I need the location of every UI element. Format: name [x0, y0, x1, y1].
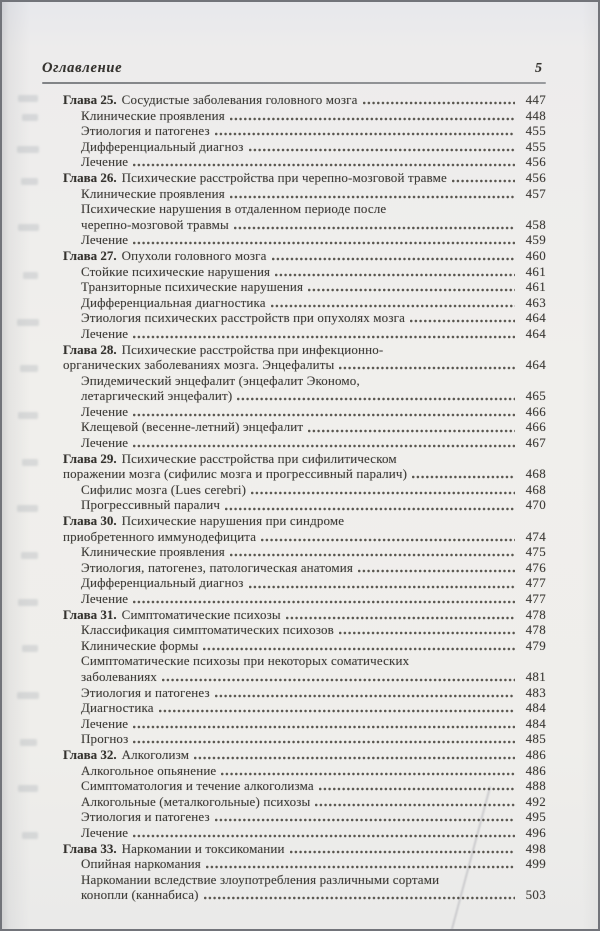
dot-leader [234, 226, 515, 230]
toc-entry-title: Лечение [81, 824, 129, 840]
toc-entry-title: Психические нарушения при синдроме [121, 513, 345, 529]
dot-leader [271, 304, 515, 308]
toc-entry-line [42, 825, 546, 841]
toc-entry-line [42, 310, 546, 326]
toc-page-number: 464 [525, 310, 546, 326]
toc-page-number: 458 [525, 216, 546, 232]
dot-leader [339, 366, 515, 370]
dot-leader [286, 616, 515, 620]
toc-entry-line [42, 482, 546, 498]
toc-entry-line [42, 809, 546, 825]
toc-entry-line [42, 232, 546, 248]
dot-leader [358, 569, 515, 573]
toc-entry-line [42, 279, 546, 295]
toc-page-number: 478 [525, 622, 546, 638]
dot-leader [133, 740, 515, 744]
toc-entry-title: Прогрессивный паралич [81, 497, 221, 513]
toc-entry-line [42, 139, 546, 155]
toc-entry-title: Прогноз [81, 731, 129, 747]
toc-entry-title: Классификация симптоматических психозов [81, 622, 334, 638]
toc-entry-title: приобретенного иммунодефицита [63, 528, 257, 544]
toc-entry-line [42, 264, 546, 280]
dot-leader [249, 585, 515, 589]
toc-page-number: 486 [525, 762, 546, 778]
toc-entry-line [42, 591, 546, 607]
toc-entry-line [42, 154, 546, 170]
toc-page-number: 461 [525, 279, 546, 295]
toc-page-number: 459 [525, 232, 546, 248]
toc-page-number: 488 [525, 778, 546, 794]
dot-leader [133, 413, 515, 417]
toc-entry-title: Психические расстройства при черепно-мозговой травме [121, 169, 447, 185]
dot-leader [230, 117, 515, 121]
toc-entry-title: Клинические формы [81, 637, 199, 653]
toc-page-number: 448 [525, 107, 546, 123]
chapter-label: Глава 32. [63, 746, 117, 762]
toc-page-number: 492 [525, 793, 546, 809]
toc-entry-line [42, 685, 546, 701]
toc-entry-title: Этиология и патогенез [81, 809, 210, 825]
toc-page-number: 460 [525, 247, 546, 263]
toc-page-number: 496 [525, 824, 546, 840]
chapter-label: Глава 25. [63, 92, 117, 107]
toc-page-number: 466 [525, 403, 546, 419]
dot-leader [133, 600, 515, 604]
toc-page-number: 467 [525, 435, 546, 451]
toc-entry-line [42, 669, 546, 685]
toc-entry-title: конопли (каннабиса) [81, 887, 199, 903]
toc-entry-title: Лечение [81, 591, 129, 606]
toc-entry-line [42, 451, 546, 467]
dot-leader [315, 803, 515, 807]
toc-page-number: 461 [525, 263, 546, 279]
chapter-label: Глава 29. [63, 450, 117, 466]
running-header-title: Оглавление [42, 60, 123, 76]
toc-entry-line [42, 841, 546, 857]
toc-entry-line [42, 419, 546, 435]
toc-entry-title: Клинические проявления [81, 185, 225, 201]
header-rule [42, 82, 546, 84]
toc-entry-title: Клещевой (весенне-летний) энцефалит [81, 419, 304, 435]
toc-entry-title: Эпидемический энцефалит (энцефалит Экономо, [81, 372, 360, 388]
dot-leader [225, 507, 515, 511]
toc-entry-title: Симптоматические психозы при некоторых соматических [81, 653, 410, 669]
toc-entry-line [42, 731, 546, 747]
toc-page-number: 456 [525, 154, 546, 170]
dot-leader [290, 850, 515, 854]
toc-entry-line [42, 872, 546, 888]
toc-page-number: 475 [525, 544, 546, 560]
toc-entry-line [42, 357, 546, 373]
toc-entry-line [42, 388, 546, 404]
toc-entry-title: Дифференциальный диагноз [81, 138, 244, 154]
dot-leader [215, 132, 515, 136]
chapter-label: Глава 28. [63, 341, 117, 357]
toc-entry-title: Психические нарушения в отдаленном периоде после [81, 201, 387, 217]
toc-page-number: 503 [525, 887, 546, 903]
dot-leader [203, 647, 515, 651]
toc-entry-line [42, 497, 546, 513]
toc-entry-line [42, 544, 546, 560]
dot-leader [230, 195, 515, 199]
toc-entry-line [42, 201, 546, 217]
toc-entry-title: Алкоголизм [121, 746, 190, 762]
toc-entry-title: Лечение [81, 232, 129, 248]
toc-entry-title: Наркомании и токсикомании [121, 840, 285, 856]
running-head [42, 60, 546, 77]
toc-entry-title: Лечение [81, 154, 129, 170]
toc-entry-line [42, 529, 546, 545]
toc-entry-title: поражении мозга (сифилис мозга и прогрессивный паралич) [63, 466, 408, 482]
toc-entry-title: Транзиторные психические нарушения [81, 279, 304, 295]
dot-leader [251, 491, 515, 495]
chapter-label: Глава 27. [63, 247, 117, 263]
toc-page-number: 470 [525, 497, 546, 513]
toc-entry-title: Наркомании вследствие злоупотребления различными сортами [81, 871, 440, 887]
toc-page [2, 2, 598, 929]
toc-page-number: 483 [525, 684, 546, 700]
toc-entry-title: Этиология психических расстройств при опухолях мозга [81, 310, 406, 326]
toc-entry-line [42, 560, 546, 576]
toc-page-number: 474 [525, 528, 546, 544]
dot-leader [308, 429, 515, 433]
toc-entry-title: Диагностика [81, 700, 154, 716]
toc-entry-line [42, 794, 546, 810]
toc-page-number: 486 [525, 746, 546, 762]
toc-entry-line [42, 887, 546, 903]
chapter-label: Глава 30. [63, 513, 117, 529]
toc-entry-title: органических заболеваниях мозга. Энцефалиты [63, 357, 335, 373]
toc-entry-line [42, 373, 546, 389]
toc-entry-line [42, 622, 546, 638]
dot-leader [133, 163, 515, 167]
toc-entry-line [42, 248, 546, 264]
toc-page-number: 479 [525, 637, 546, 653]
toc-entry-title: Клинические проявления [81, 107, 225, 123]
toc-entry-title: Симптоматология и течение алкоголизма [81, 778, 314, 794]
toc-entry-line [42, 700, 546, 716]
dot-leader [410, 319, 515, 323]
toc-entry-line [42, 716, 546, 732]
dot-leader [452, 179, 515, 183]
chapter-label: Глава 31. [63, 606, 117, 622]
toc-page-number: 477 [525, 575, 546, 591]
toc-entry-title: Лечение [81, 403, 129, 419]
toc-page-number: 485 [525, 731, 546, 747]
toc-entry-title: Симптоматические психозы [121, 606, 281, 622]
toc-entry-title: Сифилис мозга (Lues cerebri) [81, 481, 247, 497]
toc-page-number: 499 [525, 856, 546, 872]
dot-leader [237, 397, 515, 401]
dot-leader [133, 335, 515, 339]
dot-leader [221, 772, 515, 776]
toc-entry-title: Клинические проявления [81, 544, 225, 560]
toc-entry-title: Стойкие психические нарушения [81, 263, 271, 279]
toc-entry-line [42, 856, 546, 872]
toc-entry-title: Психические расстройства при сифилитическом [121, 450, 397, 466]
toc-page-number: 468 [525, 481, 546, 497]
toc-page-number: 498 [525, 840, 546, 856]
dot-leader [249, 148, 515, 152]
toc-page-number: 464 [525, 325, 546, 341]
chapter-label: Глава 26. [63, 169, 117, 185]
toc-list [42, 92, 546, 903]
toc-entry-title: Лечение [81, 715, 129, 731]
toc-entry-line [42, 638, 546, 654]
toc-page-number: 455 [525, 123, 546, 139]
toc-entry-title: заболеваниях [81, 668, 158, 684]
toc-entry-line [42, 123, 546, 139]
toc-entry-line [42, 295, 546, 311]
toc-entry-line [42, 653, 546, 669]
toc-entry-title: черепно-мозговой травмы [81, 216, 229, 232]
dot-leader [206, 865, 515, 869]
dot-leader [272, 257, 515, 261]
toc-entry-title: Алкогольное опьянение [81, 762, 217, 778]
dot-leader [215, 818, 515, 822]
toc-entry-line [42, 778, 546, 794]
toc-entry-line [42, 342, 546, 358]
dot-leader [319, 787, 515, 791]
dot-leader [363, 101, 515, 105]
toc-page-number: 478 [525, 606, 546, 622]
toc-page-number: 457 [525, 185, 546, 201]
toc-entry-title: Этиология и патогенез [81, 123, 210, 139]
toc-entry-line [42, 607, 546, 623]
toc-entry-line [42, 326, 546, 342]
toc-entry-line [42, 435, 546, 451]
toc-page-number: 456 [525, 169, 546, 185]
toc-entry-title: Этиология и патогенез [81, 684, 210, 700]
toc-entry-title: Психические расстройства при инфекционно- [121, 341, 384, 357]
toc-entry-line [42, 170, 546, 186]
toc-page-number: 455 [525, 138, 546, 154]
dot-leader [412, 475, 515, 479]
toc-page-number: 468 [525, 466, 546, 482]
toc-entry-line [42, 217, 546, 233]
toc-page-number: 481 [525, 668, 546, 684]
toc-page-number: 465 [525, 388, 546, 404]
toc-entry-title: Этиология, патогенез, патологическая анатомия [81, 559, 354, 575]
toc-entry-line [42, 92, 546, 108]
toc-page-number: 484 [525, 700, 546, 716]
toc-entry-line [42, 763, 546, 779]
toc-page-number: 484 [525, 715, 546, 731]
page-number: 5 [535, 61, 542, 76]
dot-leader [215, 694, 515, 698]
dot-leader [261, 538, 515, 542]
dot-leader [308, 288, 515, 292]
toc-entry-title: Лечение [81, 435, 129, 451]
toc-page-number: 464 [525, 357, 546, 373]
dot-leader [204, 896, 515, 900]
toc-page-number: 466 [525, 419, 546, 435]
toc-entry-title: Сосудистые заболевания головного мозга [121, 92, 358, 107]
toc-entry-title: Опухоли головного мозга [121, 247, 267, 263]
chapter-label: Глава 33. [63, 840, 117, 856]
dot-leader [230, 553, 515, 557]
toc-page-number: 447 [525, 92, 546, 107]
toc-page-number: 495 [525, 809, 546, 825]
dot-leader [159, 709, 515, 713]
toc-page-number: 463 [525, 294, 546, 310]
toc-entry-title: летаргический энцефалит) [81, 388, 233, 404]
toc-entry-line [42, 747, 546, 763]
toc-entry-line [42, 466, 546, 482]
dot-leader [133, 444, 515, 448]
toc-entry-title: Дифференциальная диагностика [81, 294, 266, 310]
toc-entry-line [42, 513, 546, 529]
toc-page-number: 477 [525, 591, 546, 606]
toc-entry-line [42, 575, 546, 591]
toc-entry-line [42, 404, 546, 420]
dot-leader [133, 834, 515, 838]
dot-leader [162, 678, 515, 682]
toc-entry-title: Опийная наркомания [81, 856, 201, 872]
dot-leader [275, 273, 515, 277]
toc-entry-title: Дифференциальный диагноз [81, 575, 244, 591]
toc-entry-line [42, 186, 546, 202]
dot-leader [133, 725, 515, 729]
toc-page-number: 476 [525, 559, 546, 575]
toc-entry-title: Лечение [81, 325, 129, 341]
dot-leader [194, 756, 515, 760]
toc-entry-title: Алкогольные (металкогольные) психозы [81, 793, 311, 809]
dot-leader [339, 631, 515, 635]
dot-leader [133, 241, 515, 245]
toc-entry-line [42, 108, 546, 124]
